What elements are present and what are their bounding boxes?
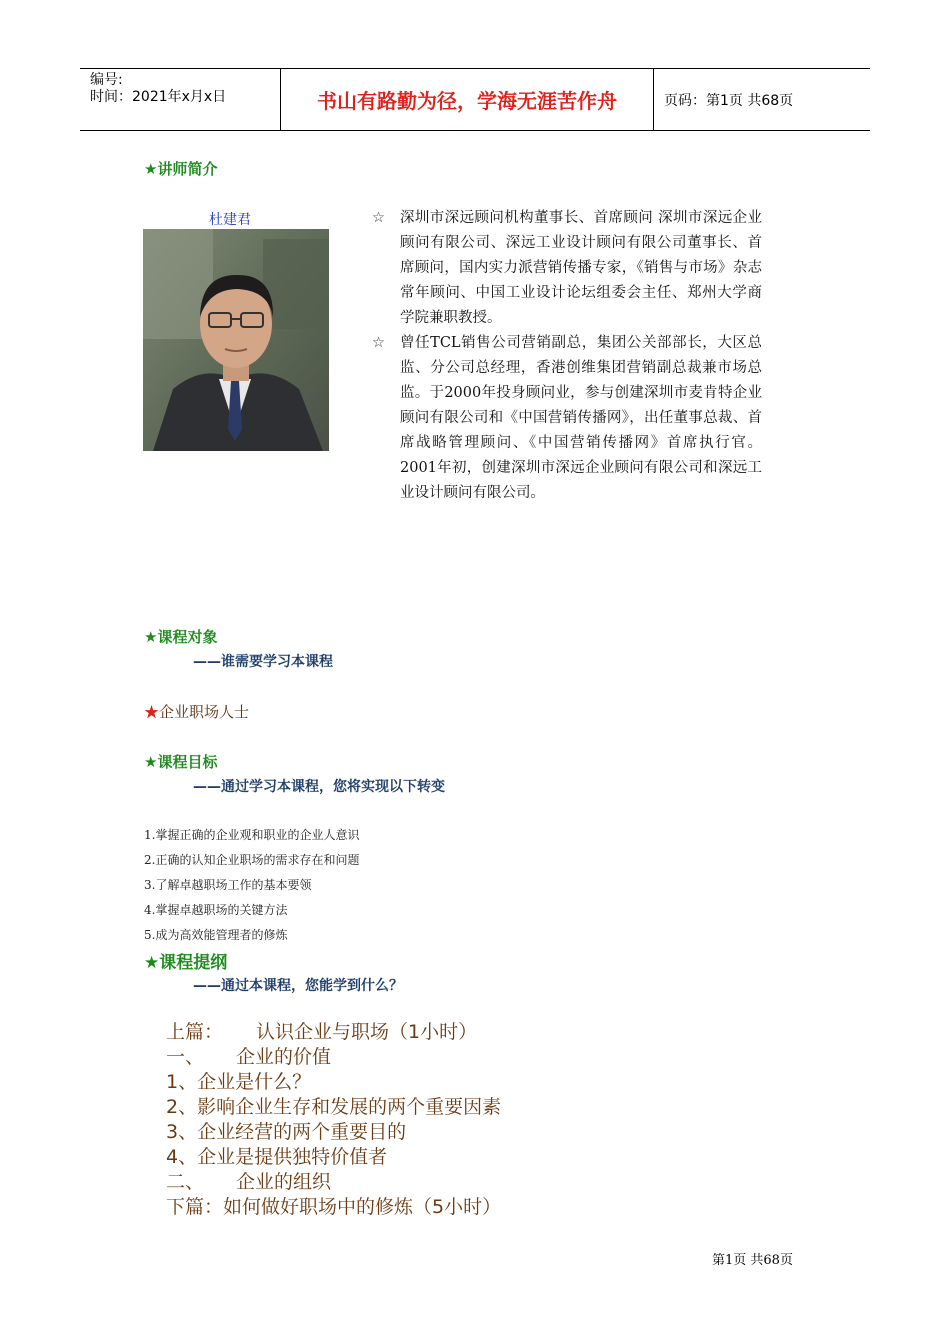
list-item: 1.掌握正确的企业观和职业的企业人意识 [144, 828, 360, 842]
outline-chapter-2 [166, 1170, 501, 1195]
star-icon: ★ [144, 703, 160, 721]
outline-chapter-1 [166, 1045, 501, 1070]
list-item: 4、企业是提供独特价值者 [166, 1146, 388, 1168]
list-item: 2、影响企业生存和发展的两个重要因素 [166, 1096, 502, 1118]
course-outline [166, 1020, 501, 1220]
lecturer-name: 杜建君 [209, 212, 251, 228]
document-time: 时间：2021年x月x日 [90, 89, 227, 105]
list-item: 3.了解卓越职场工作的基本要领 [144, 878, 312, 892]
objectives-list [144, 823, 359, 948]
audience-item [144, 701, 249, 722]
audience-item-text: 企业职场人士 [159, 703, 250, 721]
lecturer-section-title: ★讲师简介 [144, 160, 218, 178]
page-header [80, 68, 870, 131]
lecturer-bio [372, 206, 762, 506]
list-item: 4.掌握卓越职场的关键方法 [144, 903, 288, 917]
part-title: 认识企业与职场（1小时） [256, 1021, 478, 1043]
outline-part-2: 下篇：如何做好职场中的修炼（5小时） [166, 1196, 502, 1218]
header-meta [80, 69, 281, 130]
chapter-label: 二、 [166, 1171, 205, 1193]
star-outline-icon: ☆ [372, 335, 385, 351]
chapter-label: 一、 [166, 1046, 205, 1068]
lecturer-photo [143, 229, 329, 451]
outline-part-1 [166, 1020, 501, 1045]
bio-item [372, 331, 762, 506]
bio-item [372, 206, 762, 331]
chapter-title: 企业的组织 [236, 1171, 332, 1193]
chapter-title: 企业的价值 [236, 1046, 332, 1068]
audience-subtitle: ——谁需要学习本课程 [193, 654, 333, 670]
objectives-section-title: ★课程目标 [144, 753, 218, 771]
outline-subtitle: ——通过本课程，您能学到什么？ [193, 978, 403, 994]
list-item: 3、企业经营的两个重要目的 [166, 1121, 407, 1143]
list-item: 1、企业是什么？ [166, 1071, 312, 1093]
document-number-label: 编号: [90, 72, 123, 88]
list-item: 5.成为高效能管理者的修炼 [144, 928, 288, 942]
header-motto: 书山有路勤为径，学海无涯苦作舟 [281, 69, 654, 130]
outline-section-title: ★课程提纲 [144, 953, 228, 973]
objectives-subtitle: ——通过学习本课程，您将实现以下转变 [193, 779, 445, 795]
audience-section-title: ★课程对象 [144, 628, 218, 646]
list-item: 2.正确的认知企业职场的需求存在和问题 [144, 853, 360, 867]
header-page-number: 页码：第1页 共68页 [664, 92, 794, 109]
lecturer-portrait-image [143, 229, 329, 451]
page-footer: 第1页 共68页 [712, 1253, 793, 1268]
bio-text: 曾任TCL销售公司营销副总，集团公关部部长，大区总监、分公司总经理，香港创维集团营销副总裁兼市场总监。于2000年投身顾问业，参与创建深圳市麦肯特企业顾问有限公司和《中国营销传播网》，出任董事总裁、首席战略管理顾问、《中国营销传播网》首席执行官。2001年初，创建深圳市深远企业顾问有限公司和深远工业设计顾问有限公司。 [400, 335, 762, 501]
star-outline-icon: ☆ [372, 210, 385, 226]
part-label: 上篇： [166, 1021, 224, 1043]
bio-text: 深圳市深远顾问机构董事长、首席顾问 深圳市深远企业顾问有限公司、深远工业设计顾问有限公司董事长、首席顾问，国内实力派营销传播专家，《销售与市场》杂志常年顾问、中国工业设计论坛组委会主任、郑州大学商学院兼职教授。 [400, 210, 762, 326]
